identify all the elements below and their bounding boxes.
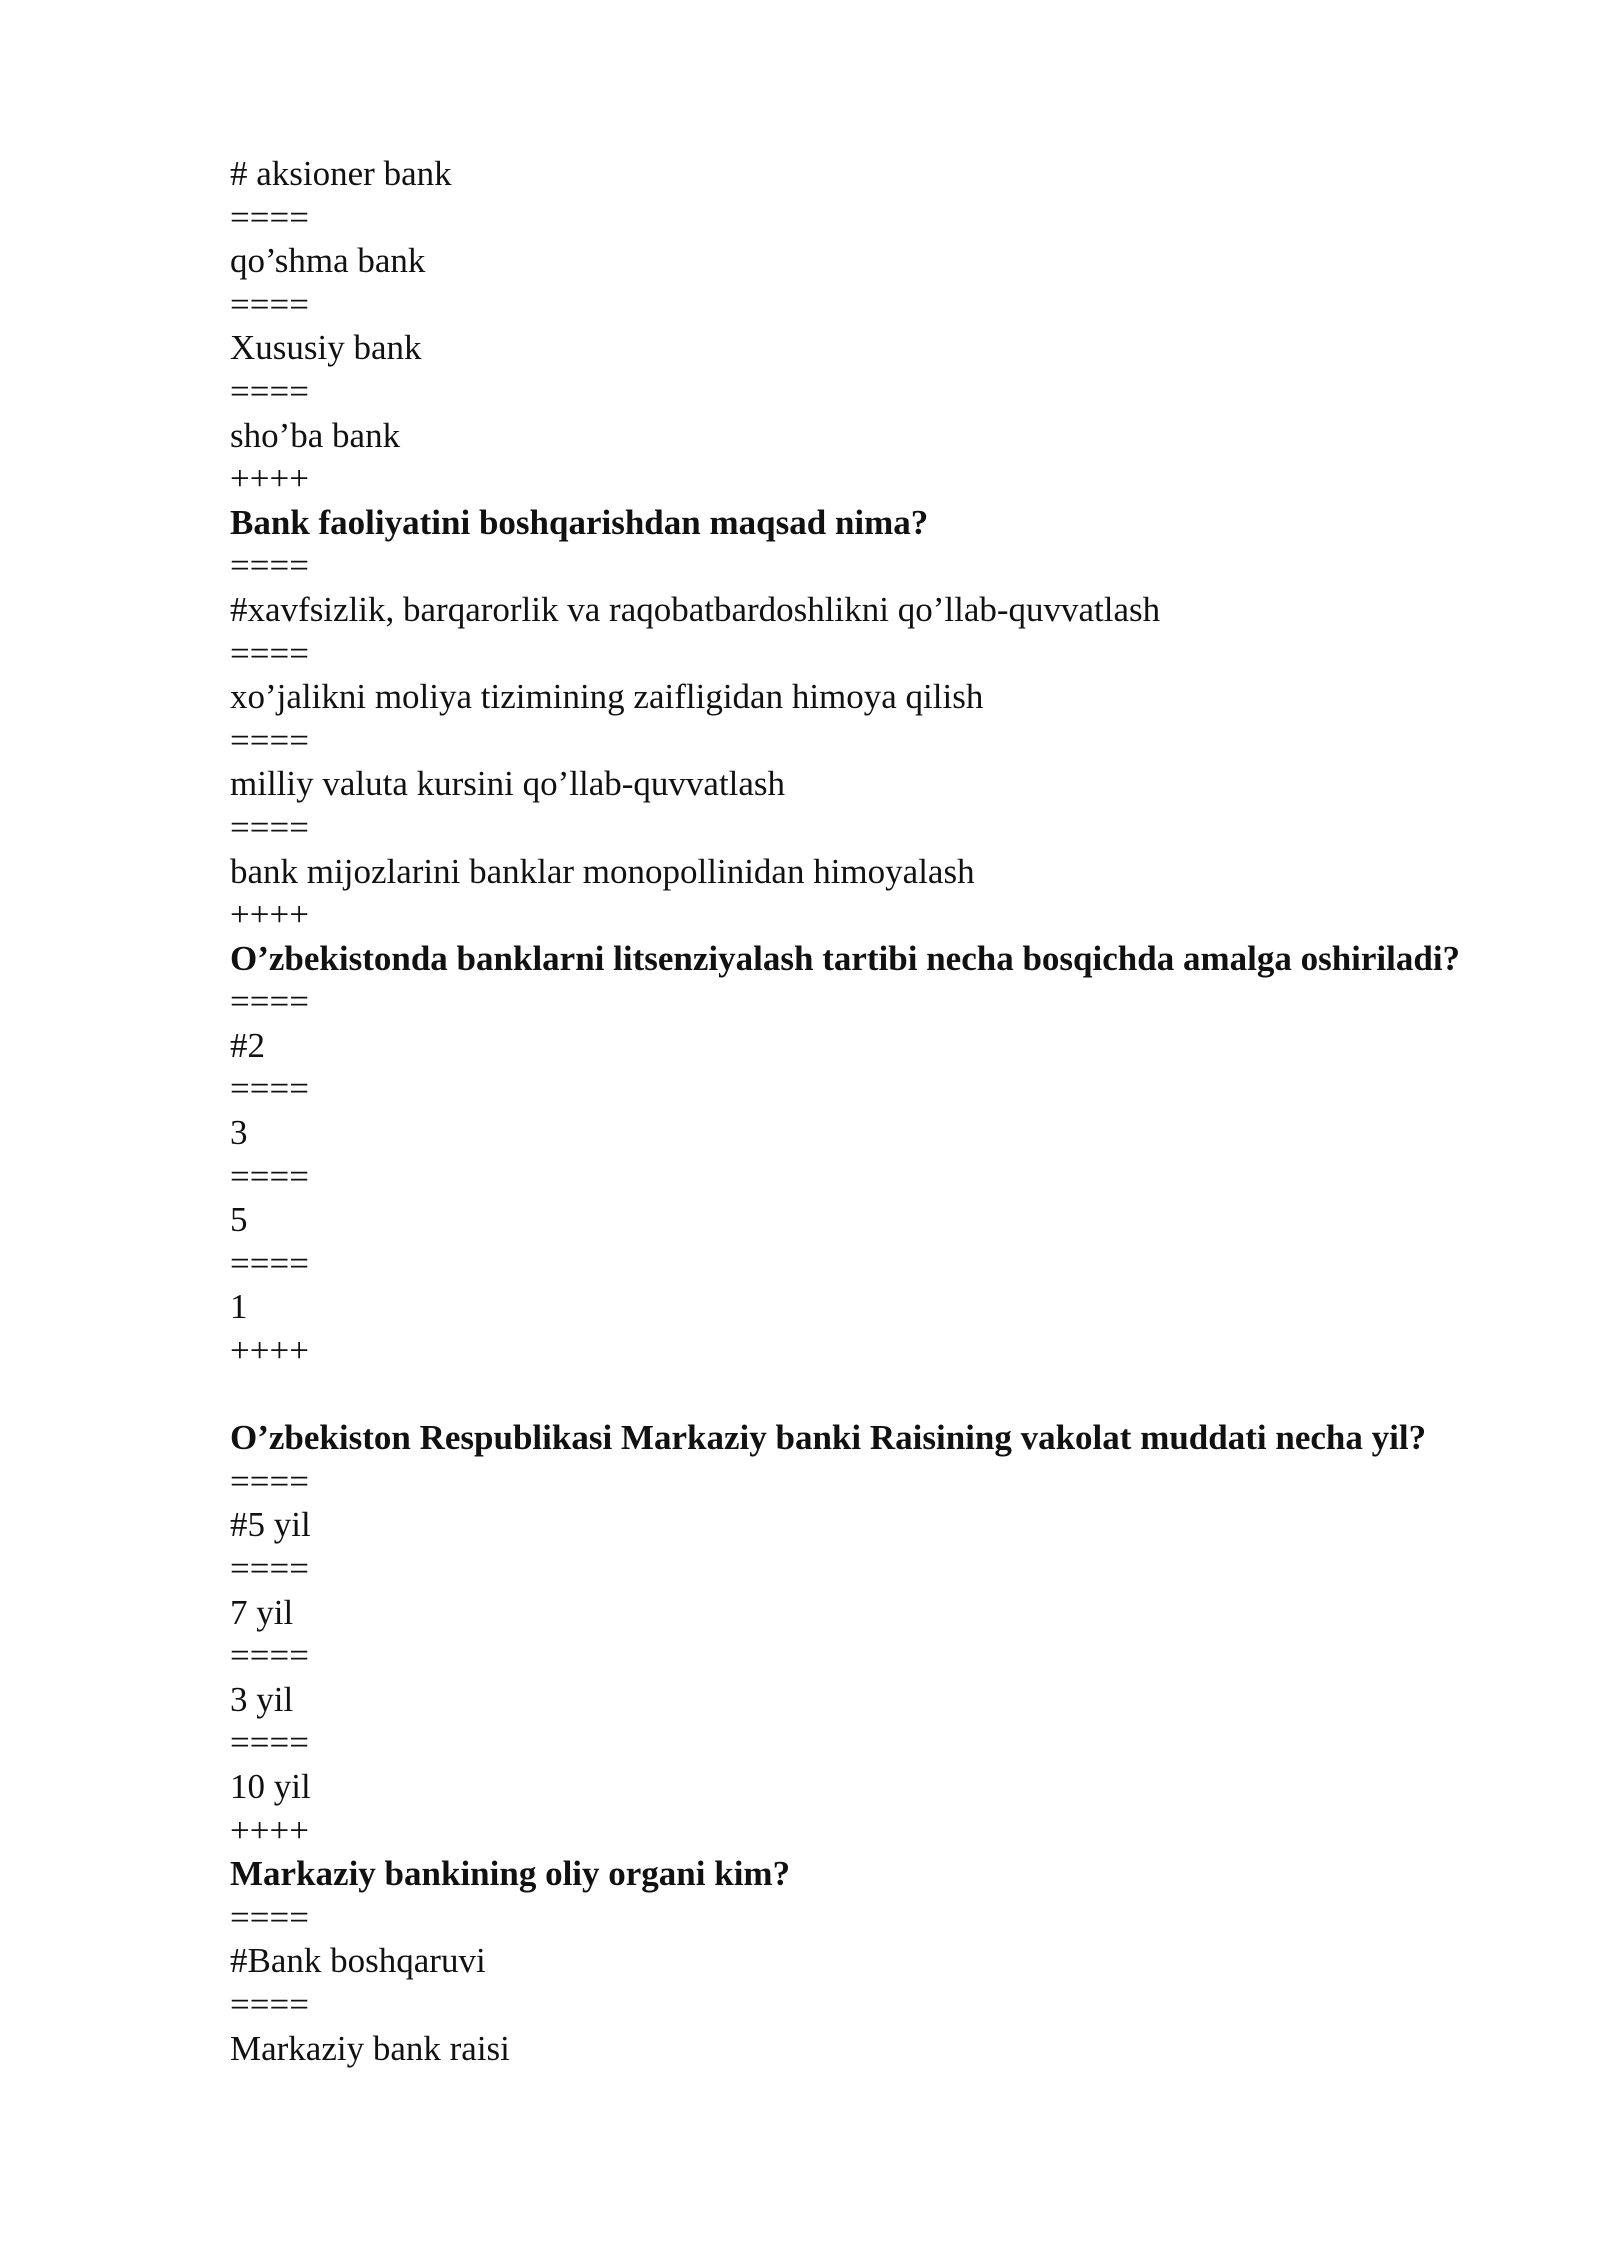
option-separator: ==== xyxy=(230,546,309,586)
answer-option: 1 xyxy=(230,1287,248,1327)
answer-option: 5 xyxy=(230,1200,248,1240)
question-text: O’zbekistonda banklarni litsenziyalash tartibi necha bosqichda amalga oshiriladi? xyxy=(230,938,1461,978)
question-separator: ++++ xyxy=(230,1810,309,1850)
answer-option: 10 yil xyxy=(230,1766,311,1806)
blank-line xyxy=(230,1373,1495,1417)
option-separator: ==== xyxy=(230,720,309,760)
answer-option: sho’ba bank xyxy=(230,415,401,455)
correct-answer-option: #2 xyxy=(230,1025,265,1065)
answer-option: 3 yil xyxy=(230,1679,294,1719)
answer-option: 7 yil xyxy=(230,1592,294,1632)
answer-option: Xususiy bank xyxy=(230,328,422,368)
option-separator: ==== xyxy=(230,982,309,1022)
question-separator: ++++ xyxy=(230,895,309,935)
question-text: Bank faoliyatini boshqarishdan maqsad nima? xyxy=(230,502,929,542)
option-separator: ==== xyxy=(230,1984,309,2024)
option-separator: ==== xyxy=(230,1549,309,1588)
option-separator: ==== xyxy=(230,633,309,673)
answer-option: xo’jalikni moliya tizimining zaifligidan himoya qilish xyxy=(230,677,984,717)
answer-option: 3 xyxy=(230,1113,248,1153)
option-separator: ==== xyxy=(230,807,309,847)
question-text: Markaziy bankining oliy organi kim? xyxy=(230,1854,791,1894)
answer-option: Markaziy bank raisi xyxy=(230,2028,510,2068)
option-separator: ==== xyxy=(230,1636,309,1676)
option-separator: ==== xyxy=(230,1897,309,1937)
option-separator: ==== xyxy=(230,1461,309,1501)
document-page xyxy=(230,152,1495,2070)
option-separator: ==== xyxy=(230,1723,309,1763)
answer-option: milliy valuta kursini qo’llab-quvvatlash xyxy=(230,764,786,804)
option-separator: ==== xyxy=(230,1156,309,1196)
option-separator: ==== xyxy=(230,284,309,324)
answer-option: qo’shma bank xyxy=(230,241,426,281)
correct-answer-option: # aksioner bank xyxy=(230,154,452,193)
option-separator: ==== xyxy=(230,1243,309,1283)
option-separator: ==== xyxy=(230,197,309,237)
question-separator: ++++ xyxy=(230,1331,309,1371)
correct-answer-option: #Bank boshqaruvi xyxy=(230,1941,486,1981)
answer-option: bank mijozlarini banklar monopollinidan himoyalash xyxy=(230,851,975,891)
correct-answer-option: #xavfsizlik, barqarorlik va raqobatbardoshlikni qo’llab-quvvatlash xyxy=(230,589,1161,629)
correct-answer-option: #5 yil xyxy=(230,1505,311,1545)
option-separator: ==== xyxy=(230,371,309,411)
option-separator: ==== xyxy=(230,1069,309,1109)
question-text: O’zbekiston Respublikasi Markaziy banki Raisining vakolat muddati necha yil? xyxy=(230,1418,1427,1458)
question-separator: ++++ xyxy=(230,459,309,499)
